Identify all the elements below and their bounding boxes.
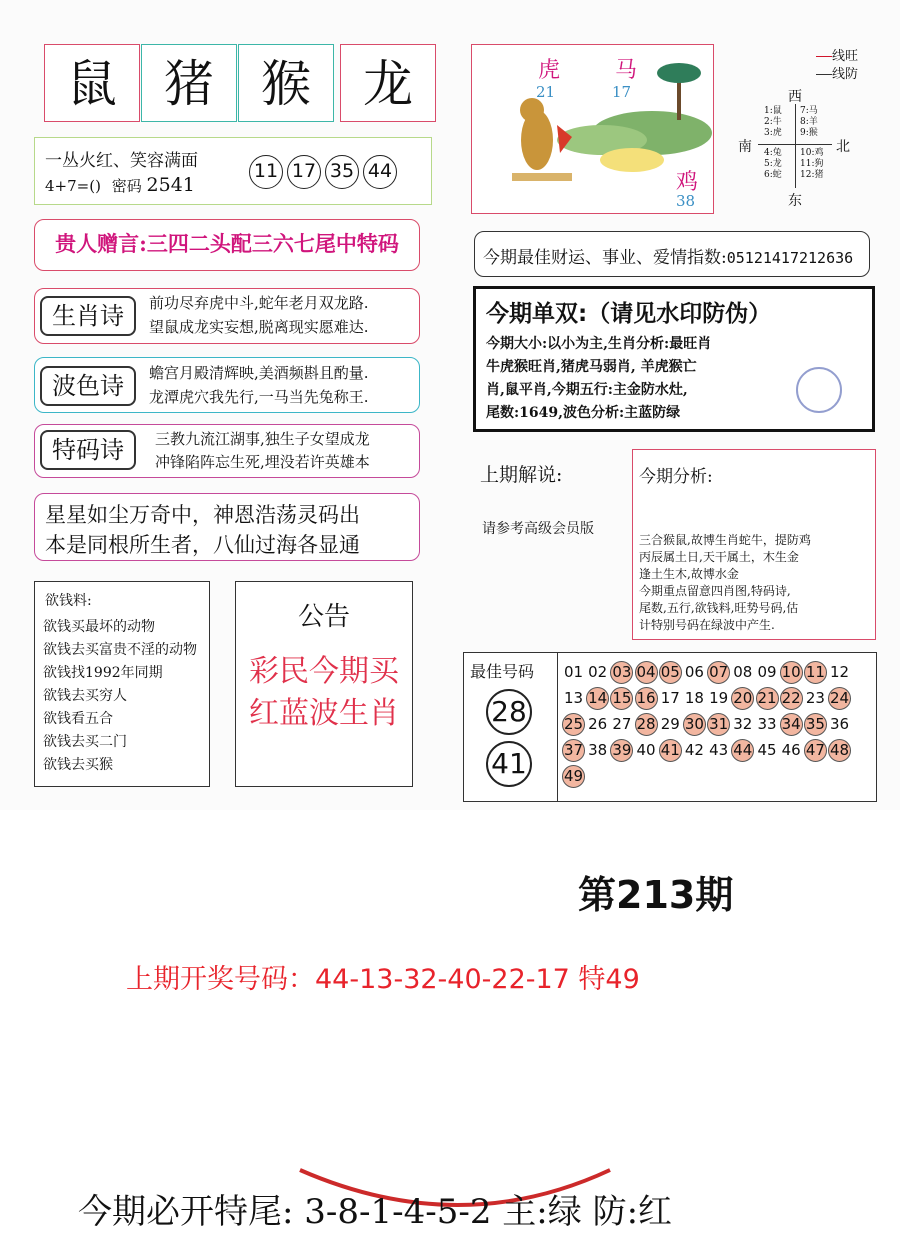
poem-tag-special: 特码诗: [40, 430, 136, 470]
poem-tag-zodiac: 生肖诗: [40, 296, 136, 336]
best-numbers-box: [463, 652, 877, 802]
intro-number-circle: 35: [325, 155, 359, 189]
analysis-line: 计特别号码在绿波中产生.: [639, 618, 775, 632]
number-cell: 27: [612, 715, 632, 733]
money-box: [34, 581, 210, 787]
zodiac-box: 龙: [340, 44, 436, 122]
poem-special-line1: 三教九流江湖事,独生子女望成龙: [155, 430, 370, 448]
best-pick-2: 41: [486, 741, 532, 787]
gift-box: [34, 219, 420, 271]
number-cell: 33: [757, 715, 777, 733]
single-double-line: 尾数:1649,波色分析:主蓝防绿: [486, 405, 681, 421]
compass-vline: [795, 104, 796, 188]
dir-cell-item: 11:狗: [800, 159, 824, 169]
number-cell: 13: [563, 689, 584, 707]
money-item: 欲钱去买穷人: [43, 688, 127, 704]
intro-formula-row: [45, 174, 195, 196]
number-cell-highlighted: 37: [562, 739, 585, 762]
verse-line2: 本是同根所生者，八仙过海各显通: [45, 533, 360, 557]
last-review-title: 上期解说:: [480, 464, 563, 486]
notice-box: [235, 581, 413, 787]
tiger-label: 虎: [538, 58, 561, 83]
number-row: [562, 739, 852, 765]
code-label: 密码: [111, 177, 142, 195]
number-cell-highlighted: 03: [610, 661, 633, 684]
number-cell-highlighted: 04: [635, 661, 658, 684]
legend-wang: [816, 48, 858, 66]
last-review-body: 请参考高级会员版: [482, 521, 594, 537]
number-cell-highlighted: 07: [707, 661, 730, 684]
dir-cell-item: 3:虎: [764, 128, 782, 138]
verse-box: [34, 493, 420, 561]
legend-fang-label: 线防: [832, 67, 859, 82]
tiger-number: 21: [536, 83, 556, 101]
dir-cell-item: 12:猪: [800, 170, 824, 180]
number-cell: 02: [588, 663, 608, 681]
dir-cell-item: 1:鼠: [764, 106, 782, 116]
money-item: 欲钱去买猴: [43, 757, 113, 773]
analysis-box: [632, 449, 876, 640]
number-cell: 38: [588, 741, 608, 759]
zodiac-box: 鼠: [44, 44, 140, 122]
number-cell: 12: [830, 663, 850, 681]
number-cell-highlighted: 49: [562, 765, 585, 788]
legend-dark-line: [816, 74, 832, 75]
legend-wang-label: 线旺: [832, 49, 859, 64]
legend-red-line: [816, 56, 832, 57]
watermark-stamp: [796, 367, 842, 413]
dir-cell-item: 6:蛇: [764, 170, 782, 180]
intro-formula: 4+7=(): [45, 177, 101, 195]
last-draw: 上期开奖号码：44-13-32-40-22-17 特49: [126, 964, 640, 995]
rooster-label: 鸡: [676, 170, 699, 195]
intro-line1: 一丛火红、笑容满面: [45, 151, 198, 171]
compass: [732, 86, 852, 209]
single-double-lines: [486, 333, 711, 425]
horse-number: 17: [612, 83, 632, 101]
number-cell-highlighted: 28: [635, 713, 658, 736]
dir-north: 北: [836, 139, 850, 155]
single-double-line: 肖,鼠平肖,今期五行:主金防水灶,: [486, 382, 688, 398]
number-row: [562, 713, 852, 739]
number-cell-highlighted: 35: [804, 713, 827, 736]
number-grid: [562, 661, 852, 791]
dir-cell-sw: [764, 148, 782, 181]
poem-color-line1: 蟾宫月殿清辉映,美酒频斟且酌量.: [149, 364, 369, 382]
number-cell-highlighted: 41: [659, 739, 682, 762]
number-cell-highlighted: 05: [659, 661, 682, 684]
dir-cell-item: 10:鸡: [800, 148, 824, 158]
number-cell-highlighted: 44: [731, 739, 754, 762]
number-cell-highlighted: 24: [828, 687, 851, 710]
number-cell: 29: [660, 715, 680, 733]
legend-fang: [816, 66, 858, 84]
money-item: 欲钱去买富贵不淫的动物: [43, 642, 197, 658]
number-cell: 36: [830, 715, 850, 733]
number-cell: 45: [757, 741, 777, 759]
dir-cell-nw: [764, 106, 782, 139]
intro-number-circle: 44: [363, 155, 397, 189]
picture-box: [471, 44, 714, 214]
number-cell-highlighted: 39: [610, 739, 633, 762]
verse-line1: 星星如尘万奇中，神恩浩荡灵码出: [45, 503, 360, 527]
number-cell-highlighted: 34: [780, 713, 803, 736]
number-cell-highlighted: 14: [586, 687, 609, 710]
number-row: [562, 687, 852, 713]
dir-cell-item: 2:牛: [764, 117, 782, 127]
number-cell: 01: [563, 663, 584, 681]
money-item: 欲钱看五合: [43, 711, 113, 727]
number-cell-highlighted: 15: [610, 687, 633, 710]
number-cell-highlighted: 31: [707, 713, 730, 736]
dir-cell-ne: [800, 106, 818, 139]
number-cell-highlighted: 10: [780, 661, 803, 684]
dir-east: 东: [788, 193, 802, 209]
analysis-lines: [639, 532, 811, 634]
index-value: 05121417212636: [726, 249, 854, 267]
number-cell: 46: [781, 741, 801, 759]
poem-color-line2: 龙潭虎穴我先行,一马当先兔称王.: [149, 388, 369, 406]
single-double-box: [473, 286, 875, 432]
money-item: 欲钱去买二门: [43, 734, 127, 750]
number-cell: 42: [684, 741, 704, 759]
number-cell-highlighted: 47: [804, 739, 827, 762]
number-row: [562, 661, 852, 687]
dir-south: 南: [738, 139, 752, 155]
number-cell-highlighted: 30: [683, 713, 706, 736]
index-label: 今期最佳财运、事业、爱情指数:: [483, 248, 727, 268]
best-numbers-label: 最佳号码: [470, 662, 535, 681]
number-cell-highlighted: 48: [828, 739, 851, 762]
dir-cell-item: 7:马: [800, 106, 818, 116]
number-cell: 40: [636, 741, 656, 759]
zodiac-box: 猴: [238, 44, 334, 122]
notice-line1: 彩民今期买: [249, 654, 399, 689]
horse-label: 马: [615, 58, 638, 83]
single-double-line: 今期大小:以小为主,生肖分析:最旺肖: [486, 336, 712, 352]
number-cell: 19: [709, 689, 729, 707]
gift-text: 贵人赠言:三四二头配三六七尾中特码: [55, 231, 399, 256]
zodiac-box: 猪: [141, 44, 237, 122]
notice-title: 公告: [297, 602, 350, 632]
compass-hline: [758, 144, 832, 145]
money-list: [43, 616, 197, 777]
index-box: [474, 231, 870, 277]
number-cell: 17: [660, 689, 680, 707]
number-cell-highlighted: 16: [635, 687, 658, 710]
number-cell-highlighted: 25: [562, 713, 585, 736]
analysis-line: 逢土生木,故博水金: [639, 567, 739, 581]
legend: [816, 48, 858, 84]
single-double-line: 牛虎猴旺肖,猪虎马弱肖, 羊虎猴亡: [486, 359, 697, 375]
single-double-title: 今期单双:（请见水印防伪）: [486, 301, 772, 327]
number-cell: 06: [684, 663, 704, 681]
number-cell: 26: [588, 715, 608, 733]
issue-number: 第213期: [578, 873, 734, 917]
dir-cell-se: [800, 148, 824, 181]
intro-number-circle: 17: [287, 155, 321, 189]
dir-west: 西: [788, 89, 802, 105]
dir-cell-item: 8:羊: [800, 117, 818, 127]
dir-cell-item: 4:兔: [764, 148, 782, 158]
analysis-line: 三合猴鼠,故博生肖蛇牛，提防鸡: [639, 533, 811, 547]
intro-number-circle: 11: [249, 155, 283, 189]
notice-line2: 红蓝波生肖: [249, 696, 399, 731]
footer-line: 今期必开特尾: 3-8-1-4-5-2 主:绿 防:红: [78, 1192, 673, 1232]
rooster-number: 38: [676, 192, 696, 210]
analysis-title: 今期分析:: [639, 467, 713, 487]
intro-box: [34, 137, 432, 205]
number-cell: 18: [684, 689, 704, 707]
dir-cell-item: 9:猴: [800, 128, 818, 138]
number-cell: 08: [733, 663, 753, 681]
index-row: [483, 243, 853, 268]
number-cell: 23: [805, 689, 825, 707]
number-cell-highlighted: 21: [756, 687, 779, 710]
poem-zodiac-line1: 前功尽弃虎中斗,蛇年老月双龙路.: [149, 294, 369, 312]
number-cell: 32: [733, 715, 753, 733]
number-cell-highlighted: 11: [804, 661, 827, 684]
money-title: 欲钱料:: [45, 593, 92, 609]
best-pick-1: 28: [486, 689, 532, 735]
poem-tag-color: 波色诗: [40, 366, 136, 406]
dir-cell-item: 5:龙: [764, 159, 782, 169]
money-item: 欲钱找1992年同期: [43, 665, 163, 681]
intro-numbers: [249, 155, 401, 189]
number-cell: 43: [709, 741, 729, 759]
number-row: [562, 765, 852, 791]
number-cell-highlighted: 20: [731, 687, 754, 710]
analysis-line: 丙辰属土日,天干属土，木生金: [639, 550, 799, 564]
poem-special-line2: 冲锋陷阵忘生死,埋没若许英雄本: [155, 453, 370, 471]
number-cell: 09: [757, 663, 777, 681]
poem-zodiac-line2: 望鼠成龙实妄想,脱离现实愿难达.: [149, 318, 369, 336]
code-value: 2541: [146, 174, 195, 196]
number-cell-highlighted: 22: [780, 687, 803, 710]
analysis-line: 尾数,五行,欲钱料,旺势号码,估: [639, 601, 799, 615]
money-item: 欲钱买最坏的动物: [43, 619, 155, 635]
analysis-line: 今期重点留意四肖图,特码诗,: [639, 584, 791, 598]
